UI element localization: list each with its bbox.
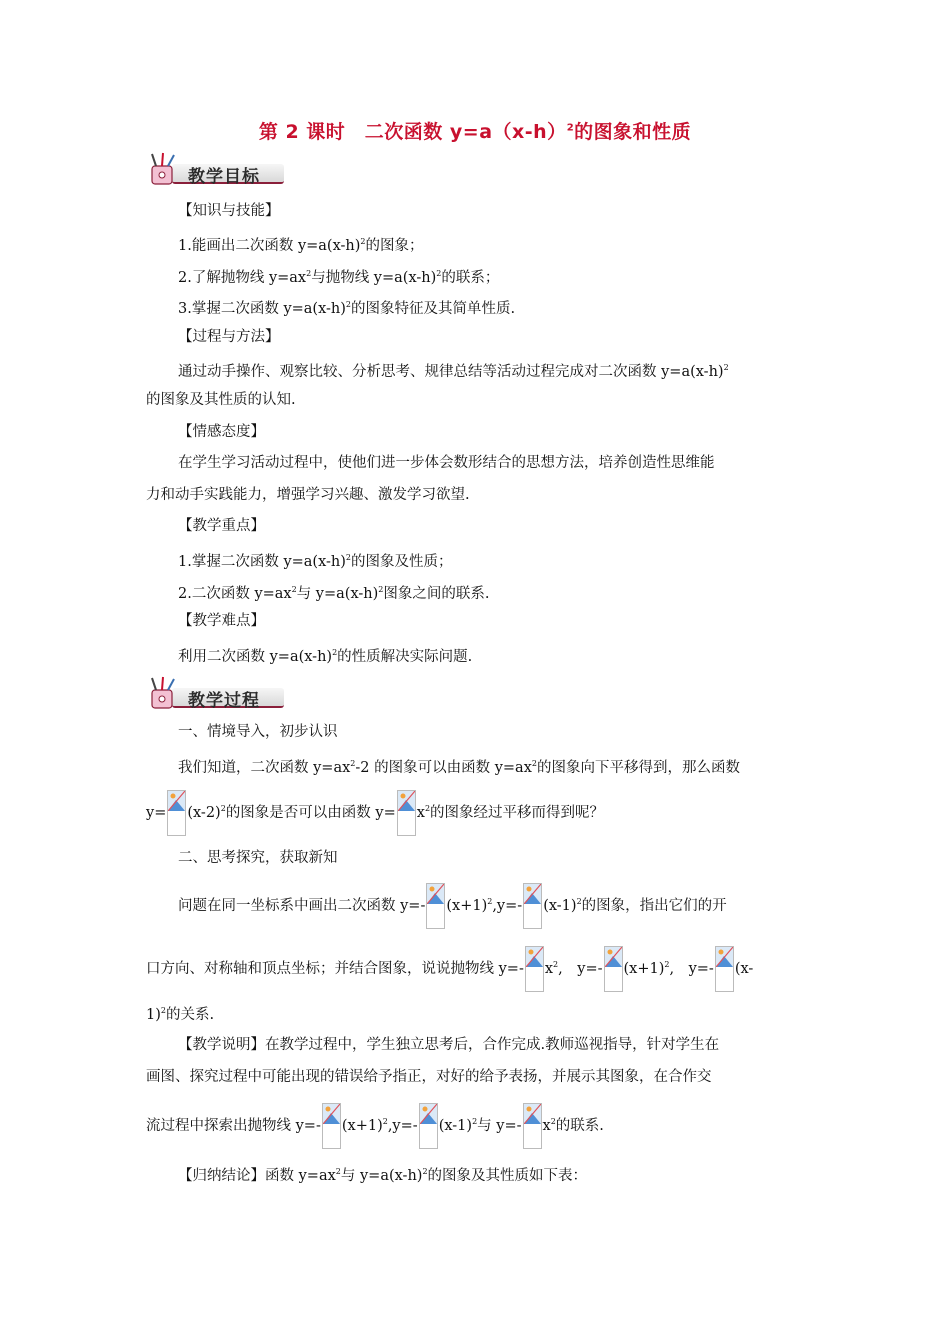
text-line: 【情感态度】: [178, 424, 265, 440]
text-line: 【归纳结论】函数 $y=ax^2$与 $y=a(x-h)^2$的图象及其性质如下表：: [178, 1167, 588, 1184]
text-line: 力和动手实践能力，增强学习兴趣、激发学习欲望.: [146, 487, 470, 503]
text-line: 【教学说明】在教学过程中，学生独立思考后，合作完成.教师巡视指导，针对学生在: [178, 1037, 720, 1053]
broken-image-icon: [523, 883, 542, 929]
text-line: 问题在同一坐标系中画出二次函数 y=- $(x+1)^2,y=-$ $(x-1)^2$的图象，指出它们的开: [178, 880, 727, 929]
text-line: 【教学重点】: [178, 518, 265, 534]
title-sup: 2: [566, 122, 575, 134]
broken-image-icon: [397, 790, 416, 836]
text-line: 2.二次函数 $y=ax^2$与 $y=a(x-h)^2$图象之间的联系.: [178, 585, 490, 602]
pencil-jar-icon: [146, 152, 180, 186]
text-line: 画图、探究过程中可能出现的错误给予指正，对好的给予表扬，并展示其图象，在合作交: [146, 1069, 712, 1085]
text-line: 的图象及其性质的认知.: [146, 392, 296, 408]
text-line: 1.能画出二次函数 $y=a(x-h)^2$的图象；: [178, 237, 424, 254]
text-line: 流过程中探索出抛物线 y=- $(x+1)^2,y=-$ $(x-1)^2$与 y=- $x^2$的联系.: [146, 1100, 604, 1149]
text-line: 利用二次函数 $y=a(x-h)^2$的性质解决实际问题.: [178, 648, 473, 665]
broken-image-icon: [426, 883, 445, 929]
broken-image-icon: [322, 1103, 341, 1149]
title-tail: 的图象和性质: [574, 121, 692, 143]
broken-image-icon: [419, 1103, 438, 1149]
text-line: 口方向、对称轴和顶点坐标；并结合图象，说说抛物线 y=- $x^2$, y=- $(x+1)^2$, y=- (x-: [146, 943, 753, 992]
text-line: 3.掌握二次函数 $y=a(x-h)^2$的图象特征及其简单性质.: [178, 300, 516, 317]
page-title: [0, 117, 950, 144]
text-line: 我们知道，二次函数 $y=ax^2-2$ 的图象可以由函数 $y=ax^2$的图象向下平移得到，那么函数: [178, 759, 740, 776]
badge-label: 教学目标: [188, 167, 260, 187]
broken-image-icon: [525, 946, 544, 992]
text-line: 1.掌握二次函数 $y=a(x-h)^2$的图象及性质；: [178, 553, 453, 570]
section-badge-process: [146, 676, 286, 710]
pencil-jar-icon: [146, 676, 180, 710]
text-line: 在学生学习活动过程中，使他们进一步体会数形结合的思想方法，培养创造性思维能: [178, 455, 715, 471]
text-line: 一、情境导入，初步认识: [178, 724, 338, 740]
broken-image-icon: [167, 790, 186, 836]
section-badge-goals: [146, 152, 286, 186]
text-line: y= $(x-2)^2$的图象是否可以由函数 y= $x^2$的图象经过平移而得到呢？: [146, 787, 604, 836]
text-line: 二、思考探究，获取新知: [178, 850, 338, 866]
text-line: 通过动手操作、观察比较、分析思考、规律总结等活动过程完成对二次函数 $y=a(x-h)^2$: [178, 363, 729, 380]
text-line: 【知识与技能】: [178, 203, 280, 219]
text-line: 【教学难点】: [178, 613, 265, 629]
broken-image-icon: [523, 1103, 542, 1149]
broken-image-icon: [604, 946, 623, 992]
broken-image-icon: [715, 946, 734, 992]
title-main: 第 2 课时 二次函数 y=a（x-h）: [258, 121, 567, 143]
text-line: 2.了解抛物线 $y=ax^2$与抛物线 $y=a(x-h)^2$的联系；: [178, 269, 500, 286]
badge-label: 教学过程: [188, 691, 260, 711]
text-line: 1)$^2$的关系.: [146, 1006, 215, 1023]
text-line: 【过程与方法】: [178, 329, 280, 345]
